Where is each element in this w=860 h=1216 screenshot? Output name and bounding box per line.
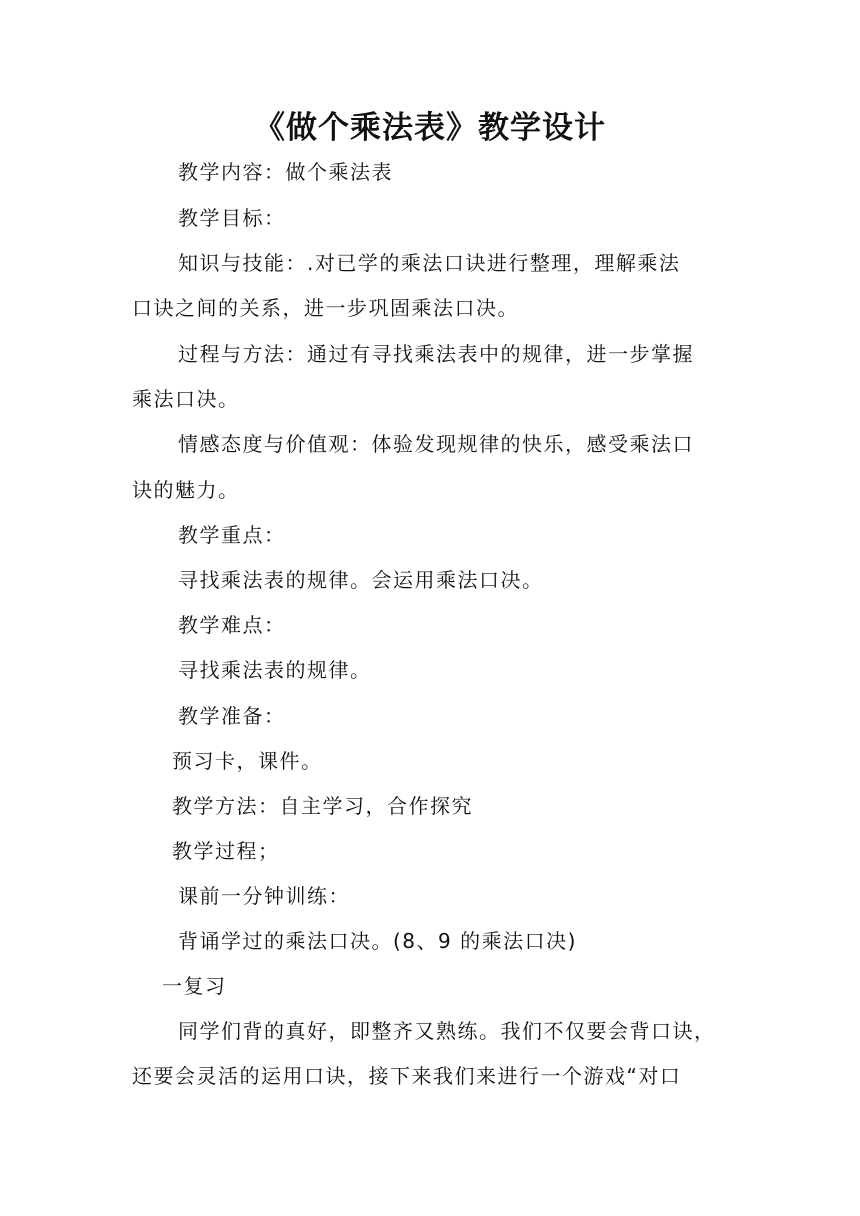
- review-paragraph-line-1: 同学们背的真好，即整齐又熟练。我们不仅要会背口诀，: [178, 1019, 716, 1043]
- knowledge-skills-line-1: 知识与技能：.对已学的乘法口诀进行整理，理解乘法: [178, 251, 681, 275]
- warmup-text: 背诵学过的乘法口决。(8、9 的乘法口决): [178, 929, 577, 953]
- review-heading: 一复习: [162, 974, 227, 998]
- emotion-values-line-1: 情感态度与价值观：体验发现规律的快乐，感受乘法口: [178, 432, 694, 456]
- key-points-text: 寻找乘法表的规律。会运用乘法口决。: [178, 568, 544, 592]
- document-title: 《做个乘法表》教学设计: [254, 110, 606, 146]
- knowledge-skills-line-2: 口诀之间的关系，进一步巩固乘法口决。: [132, 296, 519, 320]
- teaching-method-line: 教学方法：自主学习，合作探究: [172, 794, 473, 818]
- emotion-values-line-2: 诀的魅力。: [132, 478, 240, 502]
- process-method-line-2: 乘法口决。: [132, 387, 240, 411]
- teaching-process-heading: 教学过程；: [172, 839, 280, 863]
- teaching-goals-heading: 教学目标：: [178, 206, 286, 230]
- difficulties-heading: 教学难点：: [178, 613, 286, 637]
- warmup-heading: 课前一分钟训练：: [178, 884, 350, 908]
- preparation-text: 预习卡，课件。: [172, 749, 323, 773]
- review-paragraph-line-2: 还要会灵活的运用口诀，接下来我们来进行一个游戏“对口: [132, 1064, 682, 1088]
- teaching-content-line: 教学内容：做个乘法表: [178, 160, 393, 184]
- key-points-heading: 教学重点：: [178, 523, 286, 547]
- difficulties-text: 寻找乘法表的规律。: [178, 658, 372, 682]
- process-method-line-1: 过程与方法：通过有寻找乘法表中的规律，进一步掌握: [178, 342, 694, 366]
- preparation-heading: 教学准备：: [178, 704, 286, 728]
